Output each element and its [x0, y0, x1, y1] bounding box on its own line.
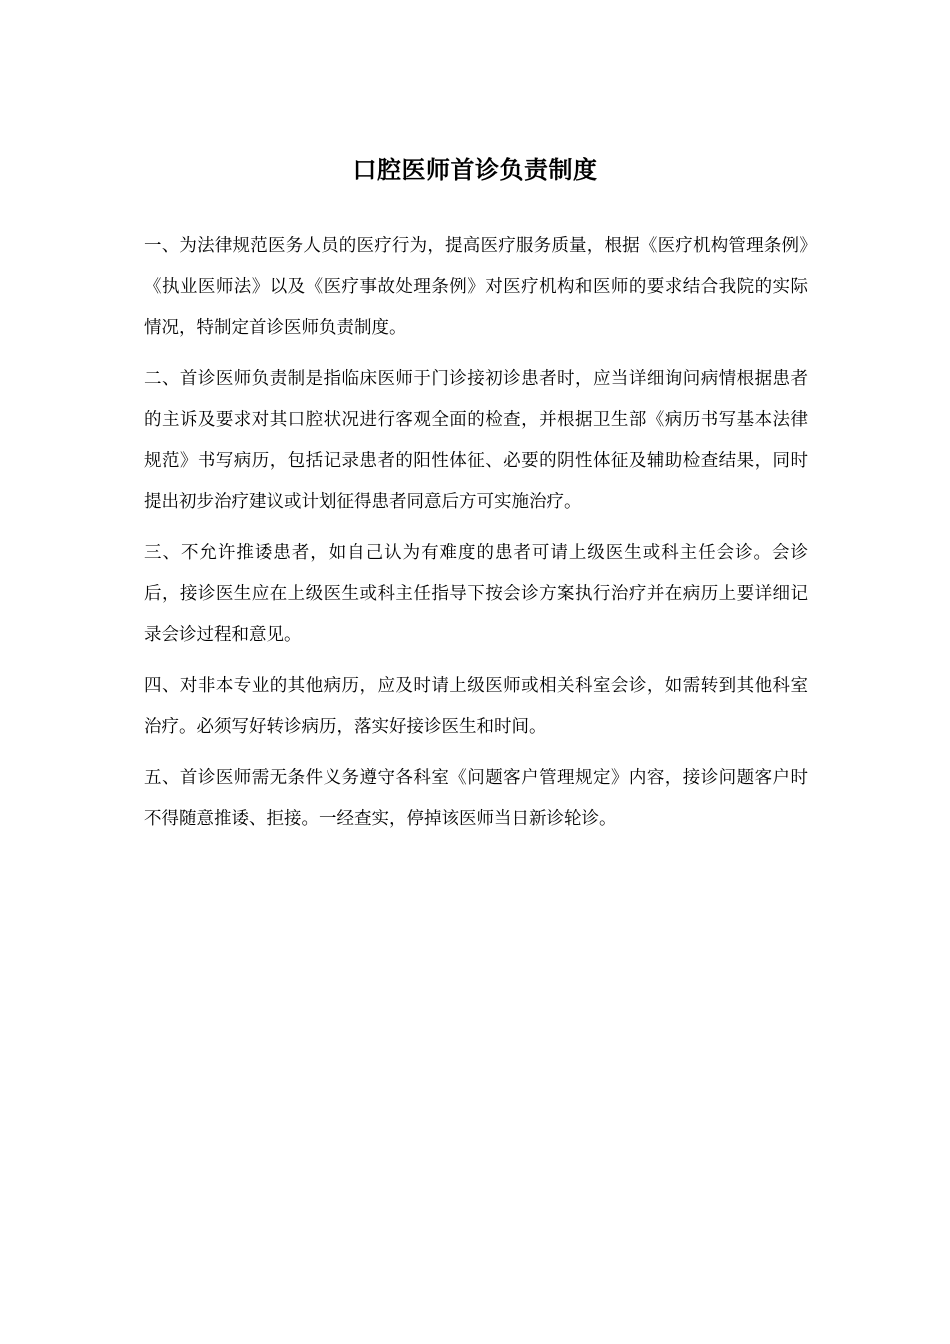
paragraph-2: 二、首诊医师负责制是指临床医师于门诊接初诊患者时，应当详细询问病情根据患者的主诉及要求对其口腔状况进行客观全面的检查，并根据卫生部《病历书写基本法律规范》书写病历，包括记录患者的阳性体征、必要的阴性体征及辅助检查结果，同时提出初步治疗建议或计划征得患者同意后方可实施治疗。 [144, 369, 808, 512]
document-body [144, 226, 808, 850]
paragraph-1: 一、为法律规范医务人员的医疗行为，提高医疗服务质量，根据《医疗机构管理条例》《执业医师法》以及《医疗事故处理条例》对医疗机构和医师的要求结合我院的实际情况，特制定首诊医师负责制度。 [144, 236, 808, 338]
document-title: 口腔医师首诊负责制度 [352, 156, 598, 184]
paragraph-4: 四、对非本专业的其他病历，应及时请上级医师或相关科室会诊，如需转到其他科室治疗。必须写好转诊病历，落实好接诊医生和时间。 [144, 676, 808, 737]
paragraph-3: 三、不允许推诿患者，如自己认为有难度的患者可请上级医生或科主任会诊。会诊后，接诊医生应在上级医生或科主任指导下按会诊方案执行治疗并在病历上要详细记录会诊过程和意见。 [144, 543, 808, 645]
paragraph-5: 五、首诊医师需无条件义务遵守各科室《问题客户管理规定》内容，接诊问题客户时不得随意推诿、拒接。一经查实，停掉该医师当日新诊轮诊。 [144, 768, 808, 829]
